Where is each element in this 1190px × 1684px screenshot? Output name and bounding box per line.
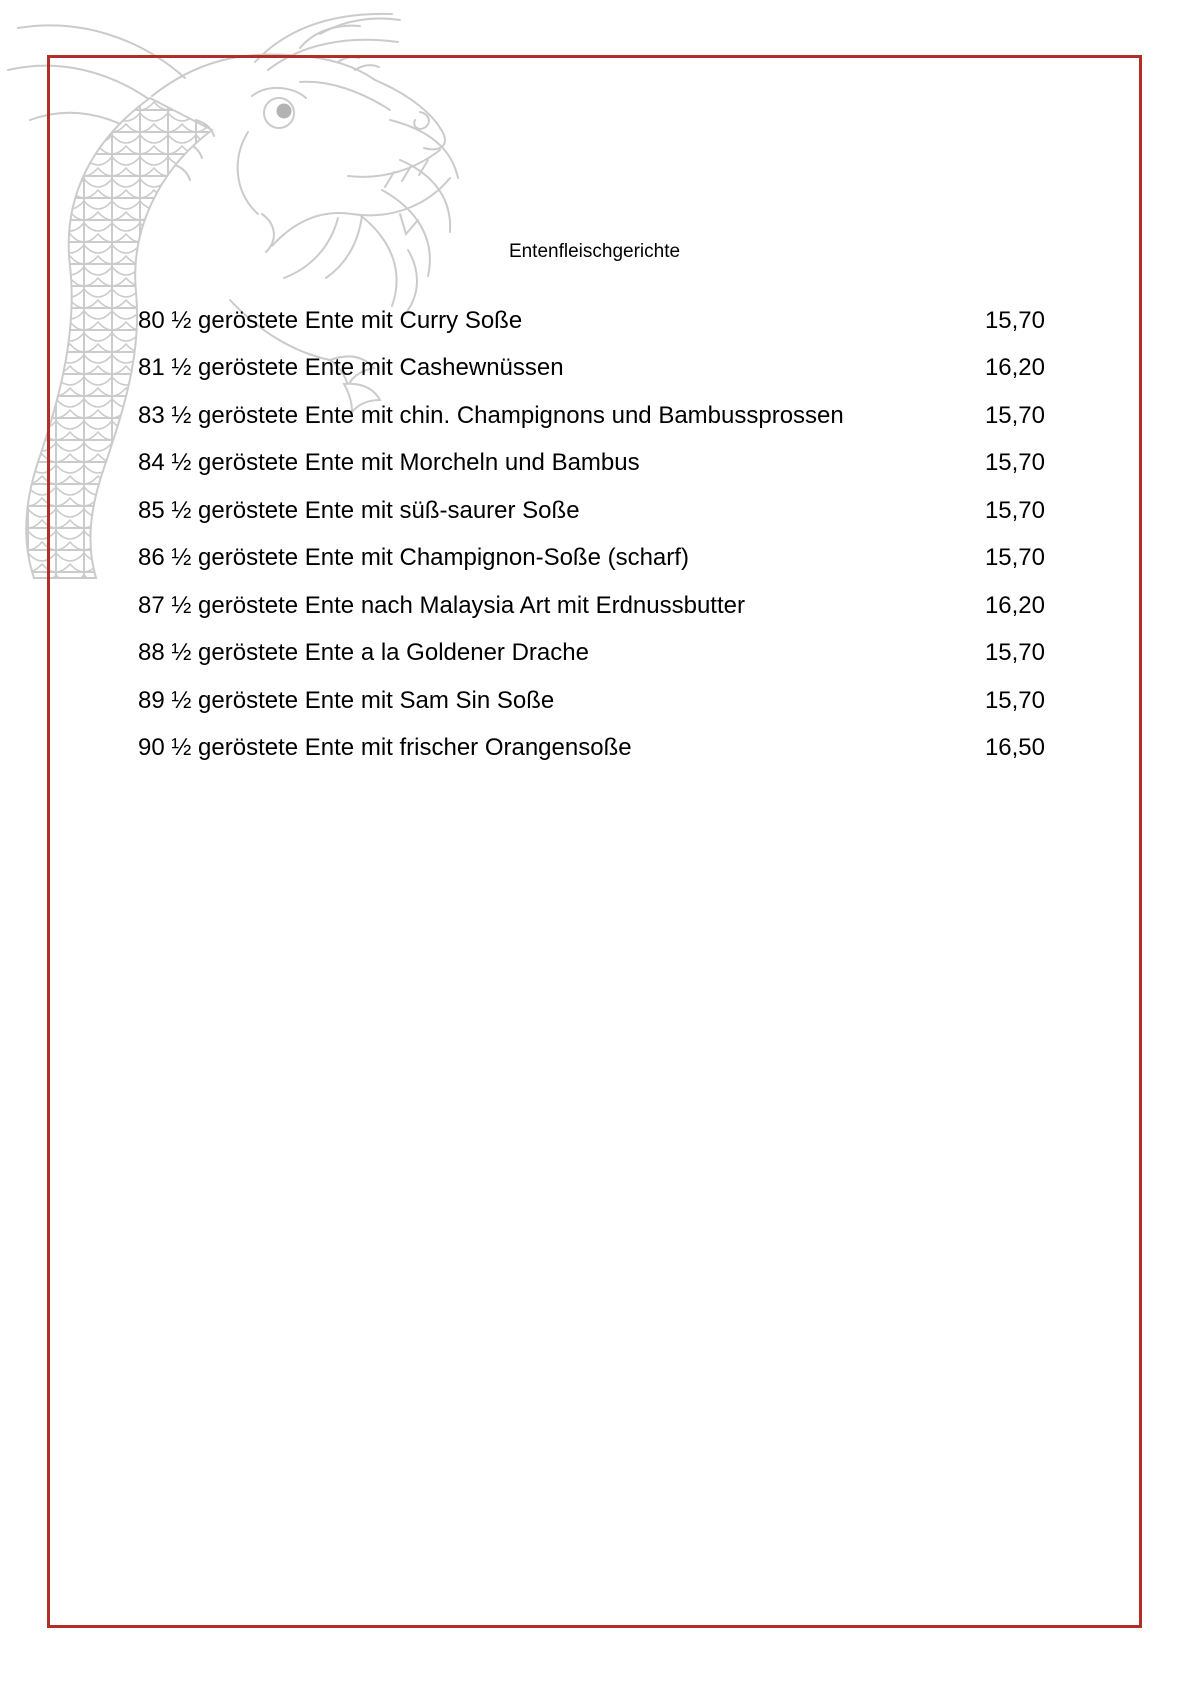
menu-item-row (138, 392, 1045, 440)
menu-item-row (138, 345, 1045, 393)
menu-item-price: 16,50 (984, 734, 1045, 762)
menu-item-price: 15,70 (984, 401, 1045, 429)
menu-item-label: 88 ½ geröstete Ente a la Goldener Drache (138, 639, 589, 667)
menu-item-price: 16,20 (984, 354, 1045, 382)
menu-item-row (138, 677, 1045, 725)
menu-item-price: 15,70 (984, 449, 1045, 477)
menu-item-price: 15,70 (984, 306, 1045, 334)
menu-item-label: 81 ½ geröstete Ente mit Cashewnüssen (138, 354, 564, 382)
menu-item-label: 89 ½ geröstete Ente mit Sam Sin Soße (138, 686, 555, 714)
menu-item-label: 85 ½ geröstete Ente mit süß-saurer Soße (138, 496, 580, 524)
menu-item-price: 15,70 (984, 496, 1045, 524)
menu-item-row (138, 297, 1045, 345)
menu-list (138, 297, 1045, 772)
menu-item-price: 15,70 (984, 639, 1045, 667)
menu-item-label: 87 ½ geröstete Ente nach Malaysia Art mit Erdnussbutter (138, 591, 745, 619)
menu-item-label: 83 ½ geröstete Ente mit chin. Champignons und Bambussprossen (138, 401, 844, 429)
menu-item-row (138, 630, 1045, 678)
section-title: Entenfleischgerichte (508, 241, 681, 262)
menu-item-label: 84 ½ geröstete Ente mit Morcheln und Bambus (138, 449, 640, 477)
menu-item-row (138, 535, 1045, 583)
menu-item-price: 16,20 (984, 591, 1045, 619)
menu-item-row (138, 440, 1045, 488)
menu-item-label: 86 ½ geröstete Ente mit Champignon-Soße (scharf) (138, 544, 689, 572)
menu-item-row (138, 725, 1045, 773)
menu-item-price: 15,70 (984, 544, 1045, 572)
menu-item-label: 90 ½ geröstete Ente mit frischer Orangensoße (138, 734, 632, 762)
menu-item-row (138, 582, 1045, 630)
menu-item-price: 15,70 (984, 686, 1045, 714)
menu-item-row (138, 487, 1045, 535)
menu-item-label: 80 ½ geröstete Ente mit Curry Soße (138, 306, 523, 334)
